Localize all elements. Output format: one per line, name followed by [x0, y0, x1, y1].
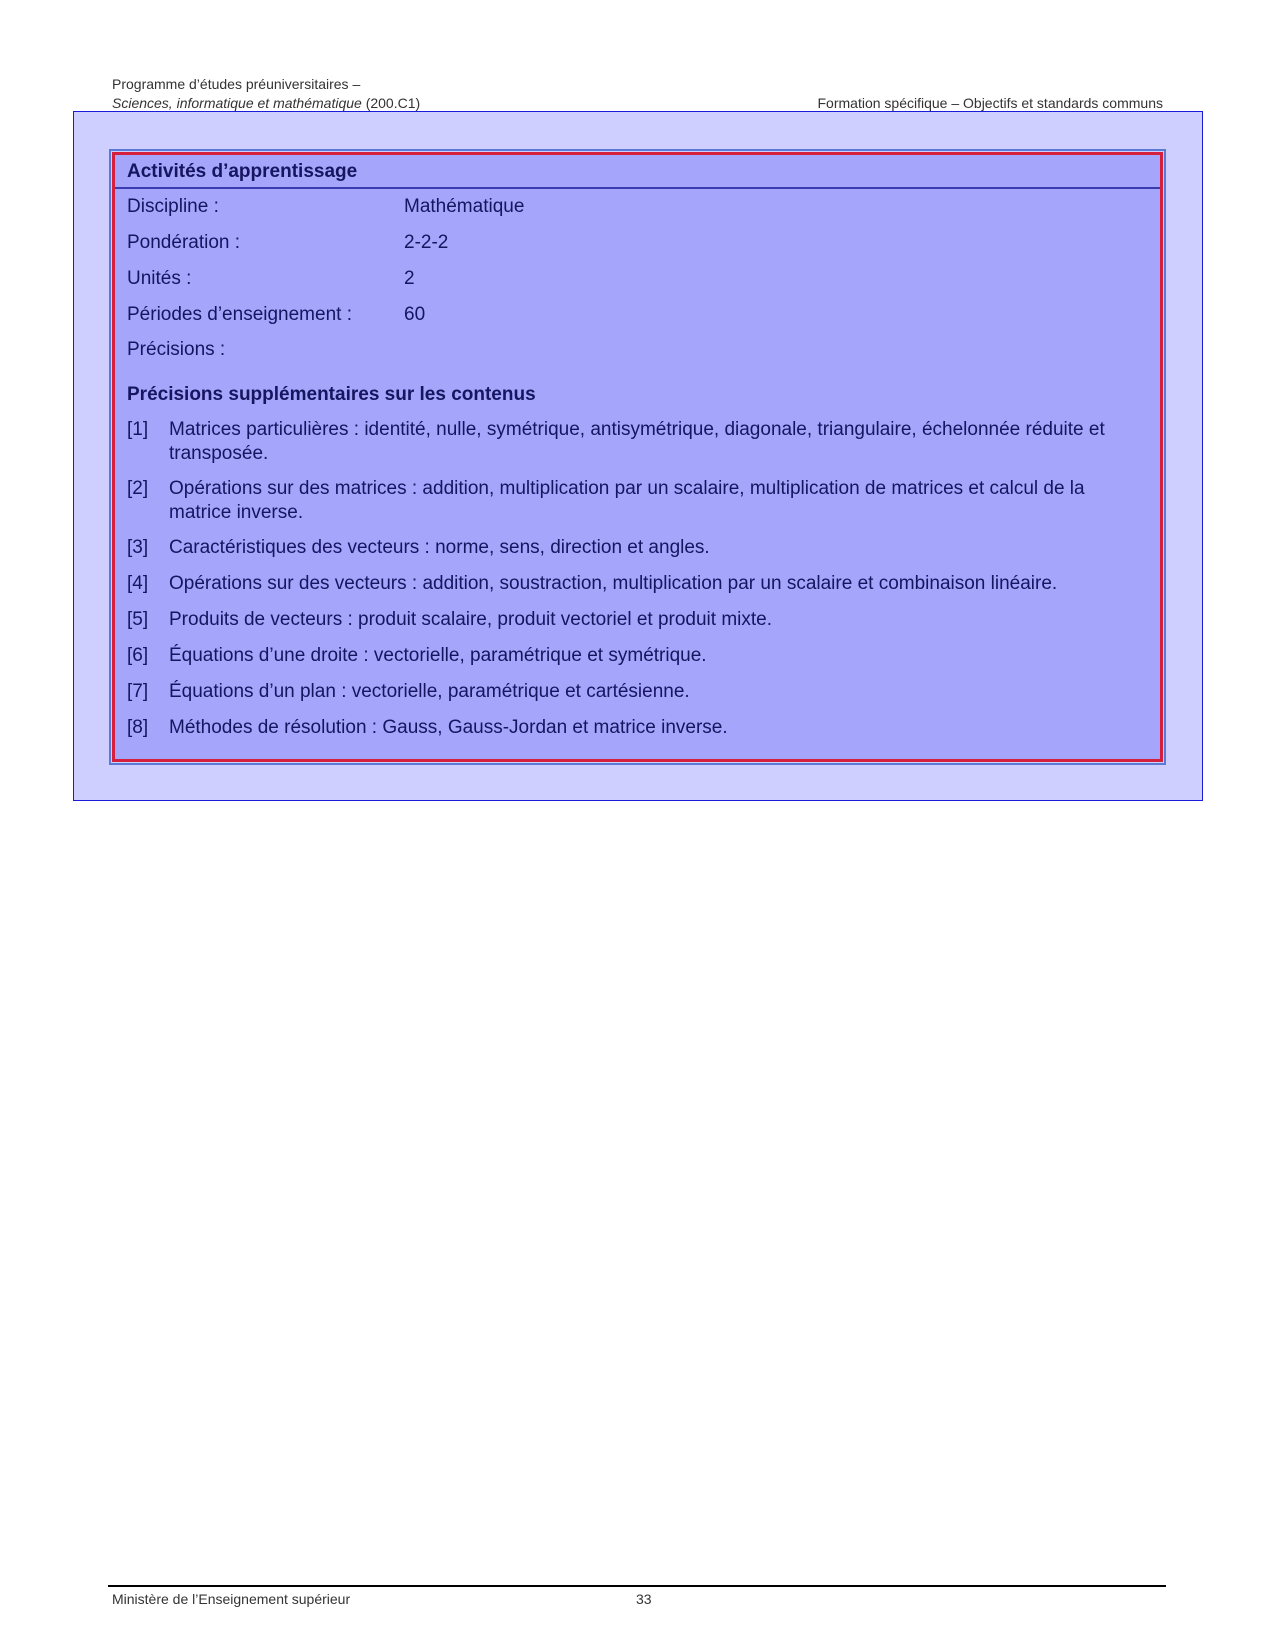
- header-program-name: Sciences, informatique et mathématique: [112, 95, 362, 111]
- field-label-discipline: Discipline :: [127, 196, 219, 217]
- field-label-unites: Unités :: [127, 268, 192, 289]
- header-program-line2: [112, 95, 420, 111]
- list-item-text: Caractéristiques des vecteurs : norme, sens, direction et angles.: [169, 537, 710, 558]
- header-section-title: Formation spécifique – Objectifs et standards communs: [817, 95, 1163, 111]
- list-item-number: [2]: [127, 478, 149, 499]
- card-title: Activités d’apprentissage: [127, 161, 358, 182]
- footer-rule: [108, 1585, 1166, 1587]
- field-label-ponderation: Pondération :: [127, 232, 241, 253]
- list-item-number: [5]: [127, 609, 149, 630]
- list-item-text: Opérations sur des matrices : addition, multiplication par un scalaire, multiplication de matrices et calcul de la matrice inverse.: [169, 478, 1085, 523]
- section-title: Précisions supplémentaires sur les contenus: [127, 384, 536, 405]
- list-item-text: Opérations sur des vecteurs : addition, soustraction, multiplication par un scalaire et combinaison linéaire.: [169, 573, 1058, 594]
- footer-ministry: Ministère de l’Enseignement supérieur: [112, 1591, 351, 1607]
- field-label-precisions: Précisions :: [127, 339, 226, 360]
- header-program-line1: Programme d’études préuniversitaires –: [112, 76, 361, 92]
- field-value-periodes: 60: [404, 304, 426, 325]
- learning-activities-card: [112, 152, 1163, 762]
- list-item-text: Produits de vecteurs : produit scalaire, produit vectoriel et produit mixte.: [169, 609, 773, 630]
- list-item-number: [1]: [127, 419, 149, 440]
- list-item-number: [3]: [127, 537, 149, 558]
- list-item-number: [8]: [127, 717, 149, 738]
- list-item-text: Équations d’un plan : vectorielle, paramétrique et cartésienne.: [169, 681, 690, 702]
- field-value-unites: 2: [404, 268, 415, 289]
- card-title-divider: [115, 187, 1160, 189]
- list-item-text: Méthodes de résolution : Gauss, Gauss-Jordan et matrice inverse.: [169, 717, 728, 738]
- list-item-number: [4]: [127, 573, 149, 594]
- page-number: 33: [636, 1591, 652, 1607]
- list-item-text: Matrices particulières : identité, nulle, symétrique, antisymétrique, diagonale, triangulaire, échelonnée réduite et transposée.: [169, 419, 1105, 464]
- field-value-discipline: Mathématique: [404, 196, 525, 217]
- field-label-periodes: Périodes d’enseignement :: [127, 304, 352, 325]
- list-item-text: Équations d’une droite : vectorielle, paramétrique et symétrique.: [169, 645, 707, 666]
- list-item-number: [6]: [127, 645, 149, 666]
- header-program-code: (200.C1): [361, 95, 421, 111]
- field-value-ponderation: 2-2-2: [404, 232, 449, 253]
- list-item-number: [7]: [127, 681, 149, 702]
